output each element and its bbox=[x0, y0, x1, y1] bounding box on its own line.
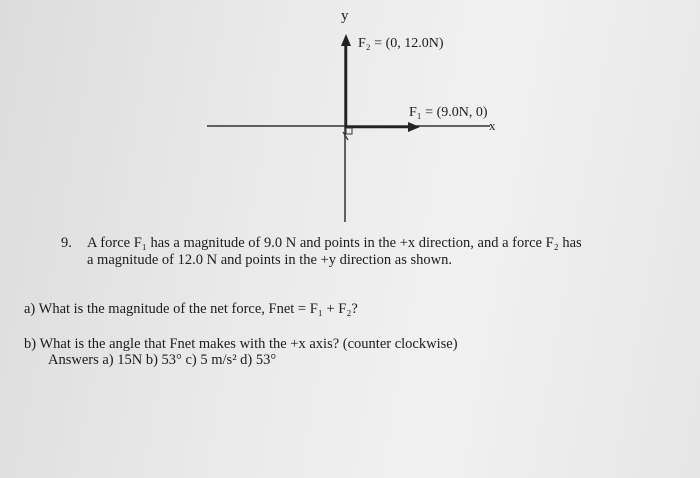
question-a: a) What is the magnitude of the net force, Fnet = F₁ + F₂? bbox=[24, 301, 358, 317]
problem-line-2: a magnitude of 12.0 N and points in the +y direction as shown. bbox=[87, 252, 452, 268]
problem-number: 9. bbox=[61, 235, 72, 251]
problem-line-1: A force F₁ has a magnitude of 9.0 N and points in the +x direction, and a force F₂ has bbox=[87, 235, 582, 251]
question-b: b) What is the angle that Fnet makes with the +x axis? (counter clockwise) bbox=[24, 336, 458, 352]
f1-label: F₁ = (9.0N, 0) bbox=[409, 105, 488, 120]
answers-line: Answers a) 15N b) 53° c) 5 m/s² d) 53° bbox=[48, 352, 277, 368]
x-axis-label: x bbox=[489, 118, 496, 133]
y-axis-label: y bbox=[341, 8, 349, 24]
f1-arrowhead bbox=[408, 122, 420, 132]
f2-arrowhead bbox=[341, 34, 351, 46]
origin-marker bbox=[346, 128, 352, 134]
f2-label: F₂ = (0, 12.0N) bbox=[358, 36, 444, 51]
